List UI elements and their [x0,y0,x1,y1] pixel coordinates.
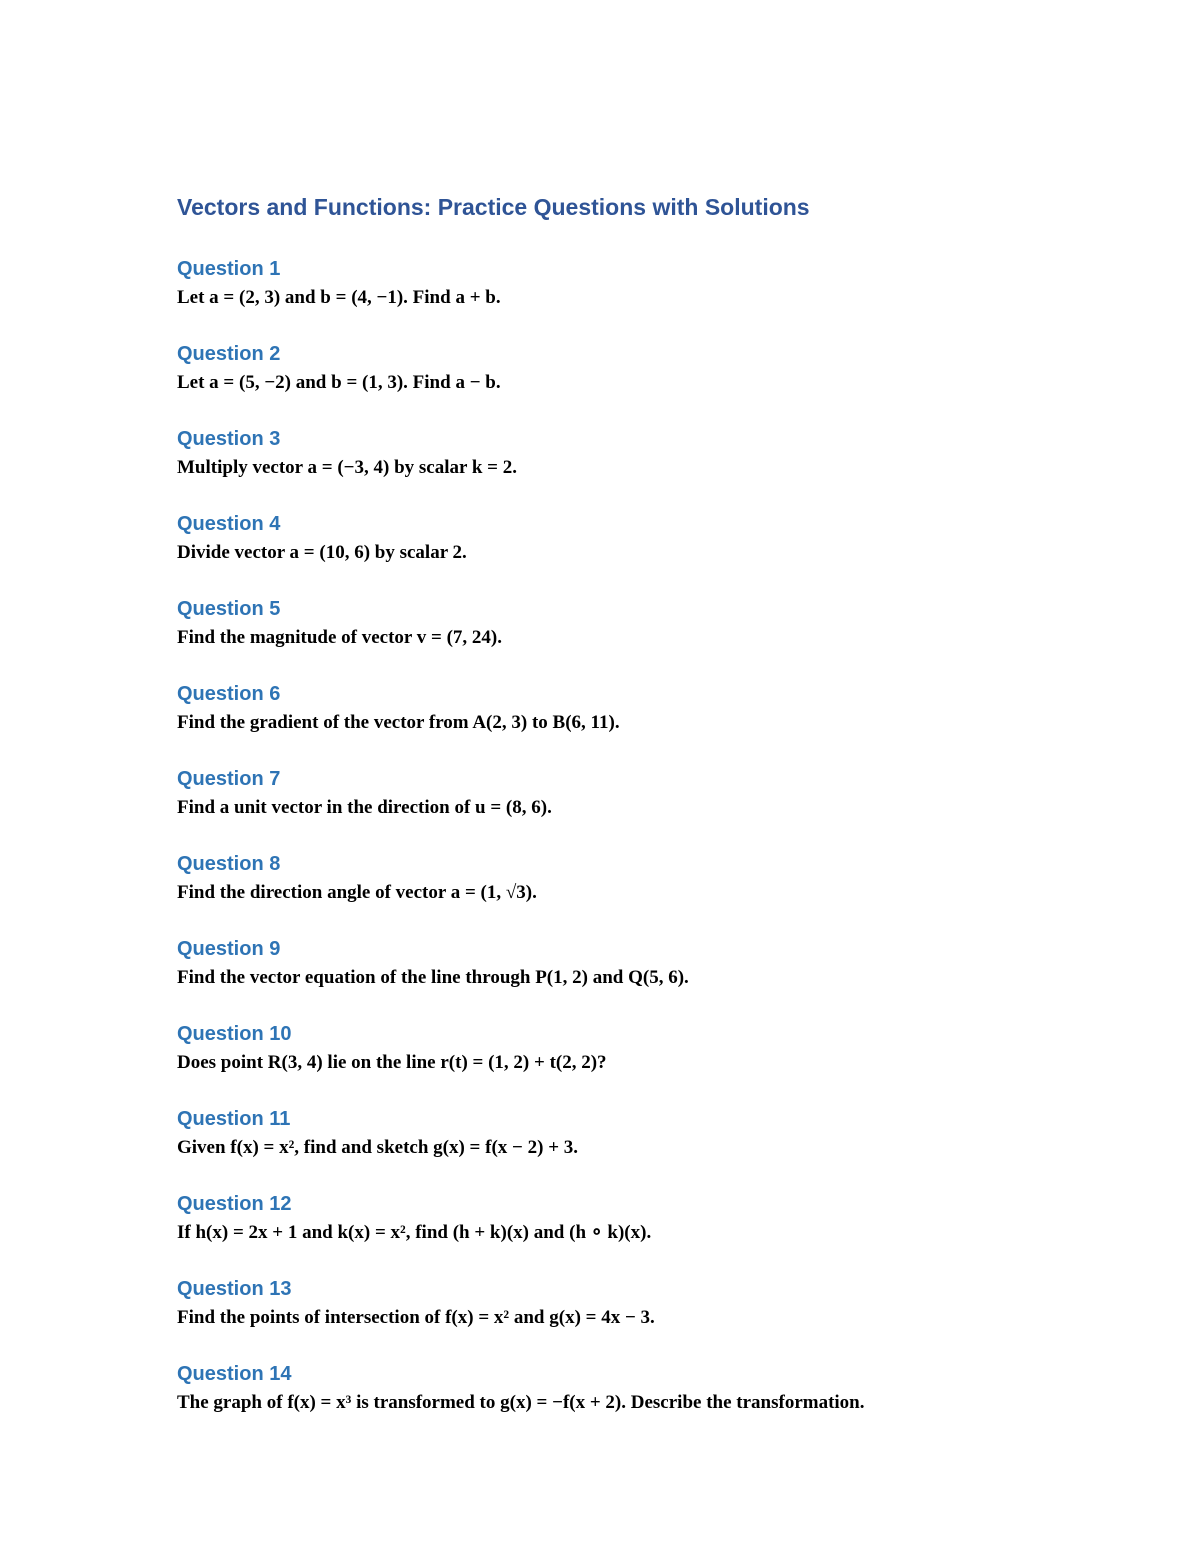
question-10 [177,1019,1137,1076]
question-9 [177,934,1137,991]
question-text: Find the vector equation of the line through P(1, 2) and Q(5, 6). [177,967,689,988]
question-text: Multiply vector a = (−3, 4) by scalar k = 2. [177,457,517,478]
question-heading: Question 10 [177,1023,292,1045]
question-heading: Question 4 [177,513,281,535]
question-text: Divide vector a = (10, 6) by scalar 2. [177,542,467,563]
question-7 [177,764,1137,821]
question-11 [177,1104,1137,1161]
question-text: Find the direction angle of vector a = (1, √3). [177,882,537,903]
question-text: Given f(x) = x², find and sketch g(x) = f(x − 2) + 3. [177,1137,579,1158]
question-heading: Question 13 [177,1278,292,1300]
question-13 [177,1274,1137,1331]
question-heading: Question 6 [177,683,281,705]
question-text: The graph of f(x) = x³ is transformed to g(x) = −f(x + 2). Describe the transformation. [177,1392,865,1413]
question-heading: Question 7 [177,768,281,790]
question-text: Let a = (5, −2) and b = (1, 3). Find a − b. [177,372,501,393]
question-heading: Question 12 [177,1193,292,1215]
question-14 [177,1359,1137,1416]
question-heading: Question 14 [177,1363,292,1385]
question-text: Find the gradient of the vector from A(2, 3) to B(6, 11). [177,712,620,733]
question-12 [177,1189,1137,1246]
question-text: Find the points of intersection of f(x) = x² and g(x) = 4x − 3. [177,1307,655,1328]
question-8 [177,849,1137,906]
question-heading: Question 2 [177,343,281,365]
question-heading: Question 11 [177,1108,291,1130]
question-5 [177,594,1137,651]
document-content [177,188,1137,1416]
question-text: Find a unit vector in the direction of u = (8, 6). [177,797,552,818]
question-heading: Question 3 [177,428,281,450]
question-heading: Question 8 [177,853,281,875]
question-heading: Question 5 [177,598,281,620]
question-4 [177,509,1137,566]
question-6 [177,679,1137,736]
question-2 [177,339,1137,396]
question-heading: Question 9 [177,938,281,960]
document-title: Vectors and Functions: Practice Questions with Solutions [177,194,810,220]
question-3 [177,424,1137,481]
question-heading: Question 1 [177,258,281,280]
question-text: Find the magnitude of vector v = (7, 24). [177,627,503,648]
question-text: Does point R(3, 4) lie on the line r(t) = (1, 2) + t(2, 2)? [177,1052,607,1073]
question-text: Let a = (2, 3) and b = (4, −1). Find a + b. [177,287,501,308]
question-text: If h(x) = 2x + 1 and k(x) = x², find (h + k)(x) and (h ∘ k)(x). [177,1222,652,1243]
question-1 [177,254,1137,311]
